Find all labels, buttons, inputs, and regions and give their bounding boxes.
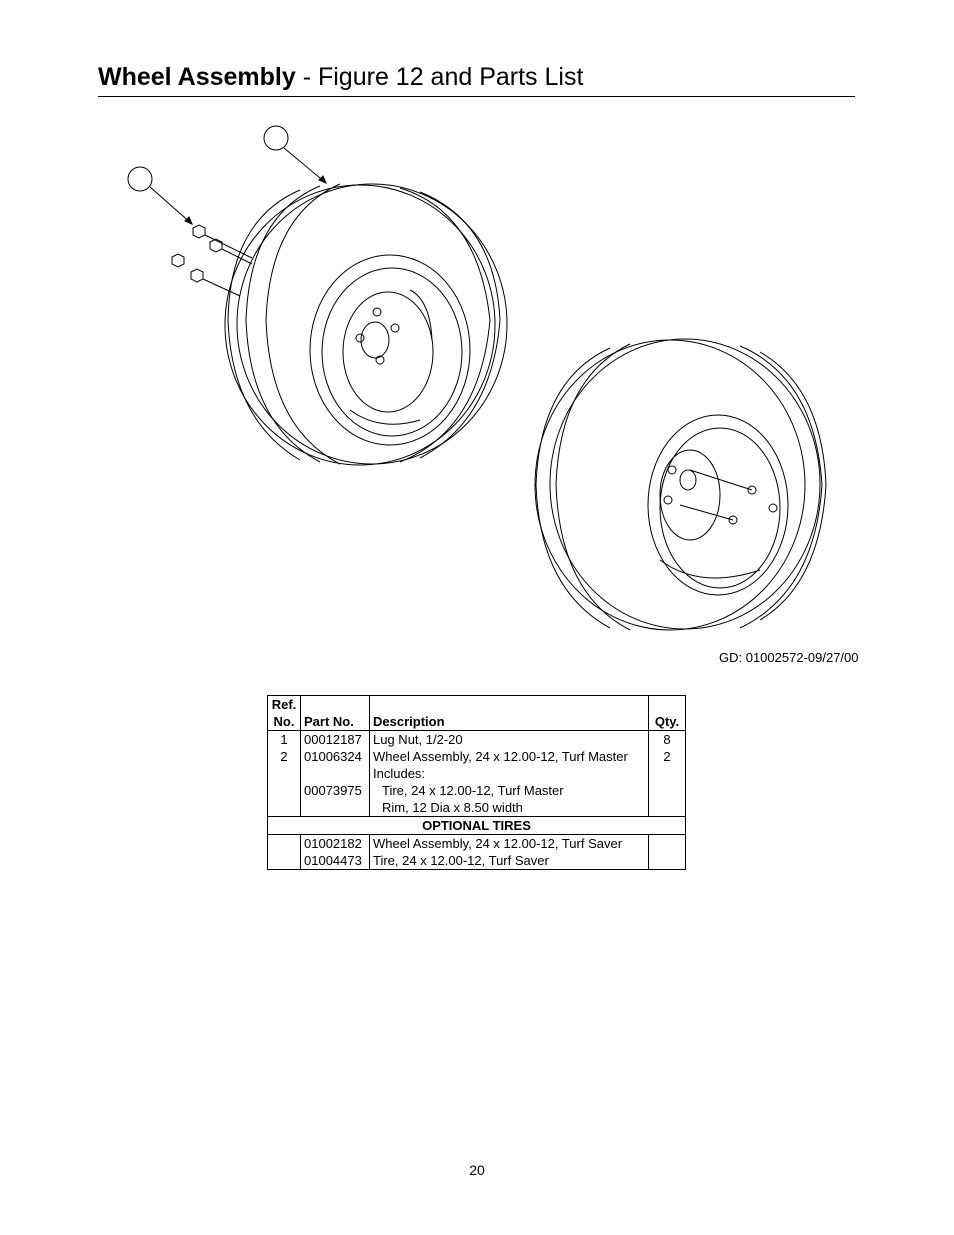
header-part-no: Part No. (301, 696, 370, 731)
parts-list-table (267, 695, 686, 870)
title-rule (98, 96, 855, 97)
optional-tires-header: OPTIONAL TIRES (268, 817, 686, 835)
callout-leader-2 (284, 148, 326, 183)
right-wheel (535, 339, 826, 630)
table-row: Includes: (268, 765, 686, 782)
callout-leader-1 (150, 187, 192, 224)
header-qty: Qty. (649, 696, 686, 731)
table-row: 01004473 Tire, 24 x 12.00-12, Turf Saver (268, 852, 686, 870)
table-header-row (268, 696, 686, 731)
optional-tires-row (268, 817, 686, 835)
title-rest: - Figure 12 and Parts List (295, 63, 584, 91)
callout-circle-2 (264, 126, 288, 150)
table-row: 00073975 Tire, 24 x 12.00-12, Turf Master (268, 782, 686, 799)
table-row: 1 00012187 Lug Nut, 1/2-20 8 (268, 731, 686, 749)
table-row: 2 01006324 Wheel Assembly, 24 x 12.00-12, Turf Master 2 (268, 748, 686, 765)
callout-circle-1 (128, 167, 152, 191)
header-description: Description (370, 696, 649, 731)
wheel-assembly-drawing (0, 110, 954, 650)
header-ref: Ref. No. (268, 696, 301, 731)
table-row: 01002182 Wheel Assembly, 24 x 12.00-12, Turf Saver (268, 835, 686, 853)
page-title (98, 62, 583, 92)
drawing-code: GD: 01002572-09/27/00 (719, 650, 859, 665)
table-row: Rim, 12 Dia x 8.50 width (268, 799, 686, 817)
title-bold: Wheel Assembly (98, 63, 296, 91)
left-wheel (225, 184, 507, 465)
page-number: 20 (469, 1162, 485, 1178)
